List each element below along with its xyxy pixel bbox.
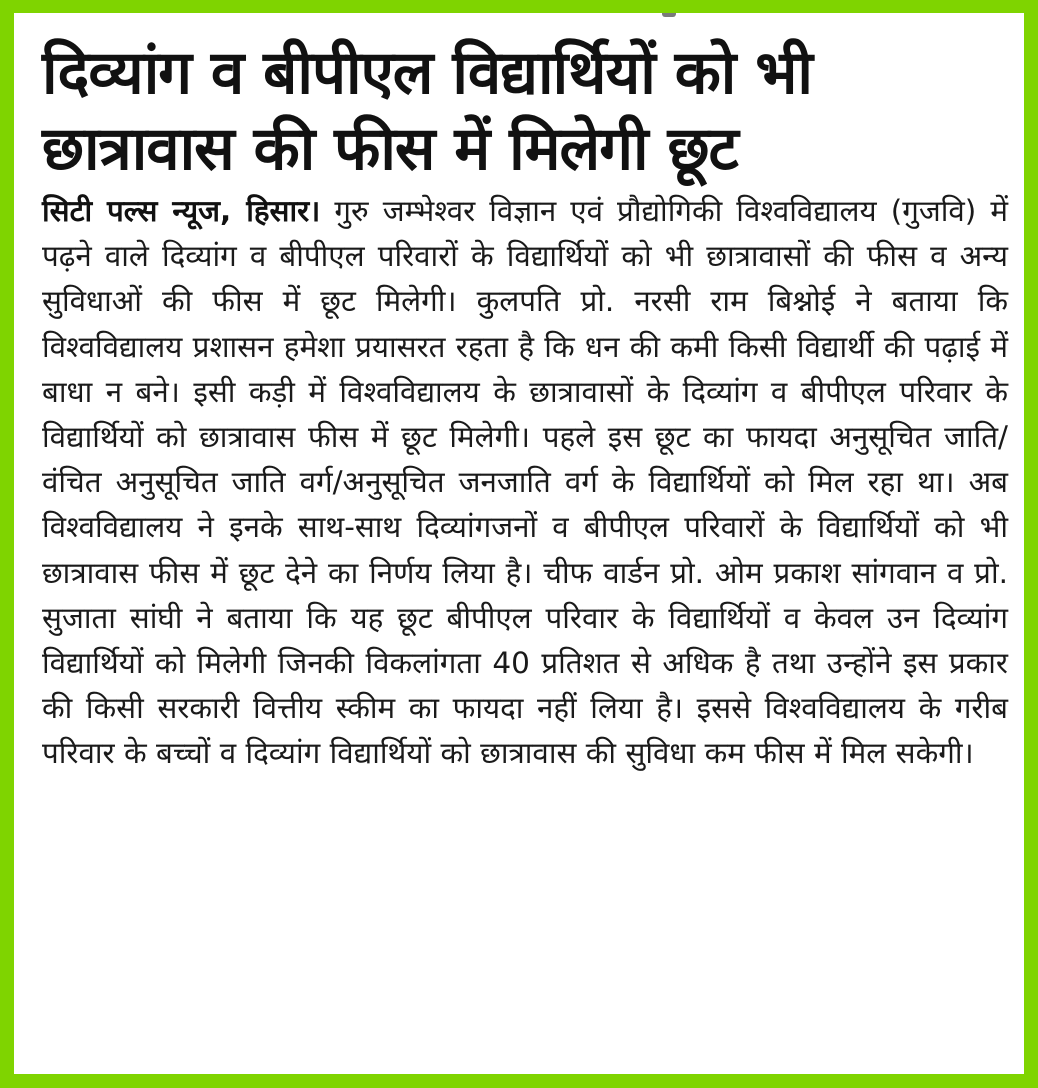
body-text: गुरु जम्भेश्वर विज्ञान एवं प्रौद्योगिकी विश्वविद्यालय (गुजवि) में पढ़ने वाले दिव्यांग व बीपीएल परिवारों के विद्यार्थियों को भी छात्रावासों की फीस व अन्य सुविधाओं की फीस में छूट मिलेगी। कुलपति प्रो. नरसी राम बिश्नोई ने बताया कि विश्वविद्यालय प्रशासन हमेशा प्रयासरत रहता है कि धन की कमी किसी विद्यार्थी की पढ़ाई में बाधा न बने। इसी कड़ी में विश्वविद्यालय के छात्रावासों के दिव्यांग व बीपीएल परिवार के विद्यार्थियों को छात्रावास फीस में छूट मिलेगी। पहले इस छूट का फायदा अनुसूचित जाति/वंचित अनुसूचित जाति वर्ग/अनुसूचित जनजाति वर्ग के विद्यार्थियों को मिल रहा था। अब विश्वविद्यालय ने इनके साथ-साथ दिव्यांगजनों व बीपीएल परिवारों के विद्यार्थियों को भी छात्रावास फीस में छूट देने का निर्णय लिया है। चीफ वार्डन प्रो. ओम प्रकाश सांगवान व प्रो. सुजाता सांघी ने बताया कि यह छूट बीपीएल परिवार के विद्यार्थियों व केवल उन दिव्यांग विद्यार्थियों को मिलेगी जिनकी विकलांगता 40 प्रतिशत से अधिक है तथा उन्होंने इस प्रकार की किसी सरकारी वित्तीय स्कीम का फायदा नहीं लिया है। इससे विश्वविद्यालय के गरीब परिवार के बच्चों व दिव्यांग विद्यार्थियों को छात्रावास की सुविधा कम फीस में मिल सकेगी। [42,194,1008,771]
dateline: सिटी पल्स न्यूज, हिसार। [42,194,321,228]
headline-line-1: दिव्यांग व बीपीएल विद्यार्थियों को भी [42,38,812,108]
page-edge-mark [662,13,676,17]
article-body [42,189,1008,777]
headline-line-2: छात्रावास की फीस में मिलेगी छूट [42,114,738,184]
news-clipping [14,13,1024,1074]
headline [42,35,1008,187]
